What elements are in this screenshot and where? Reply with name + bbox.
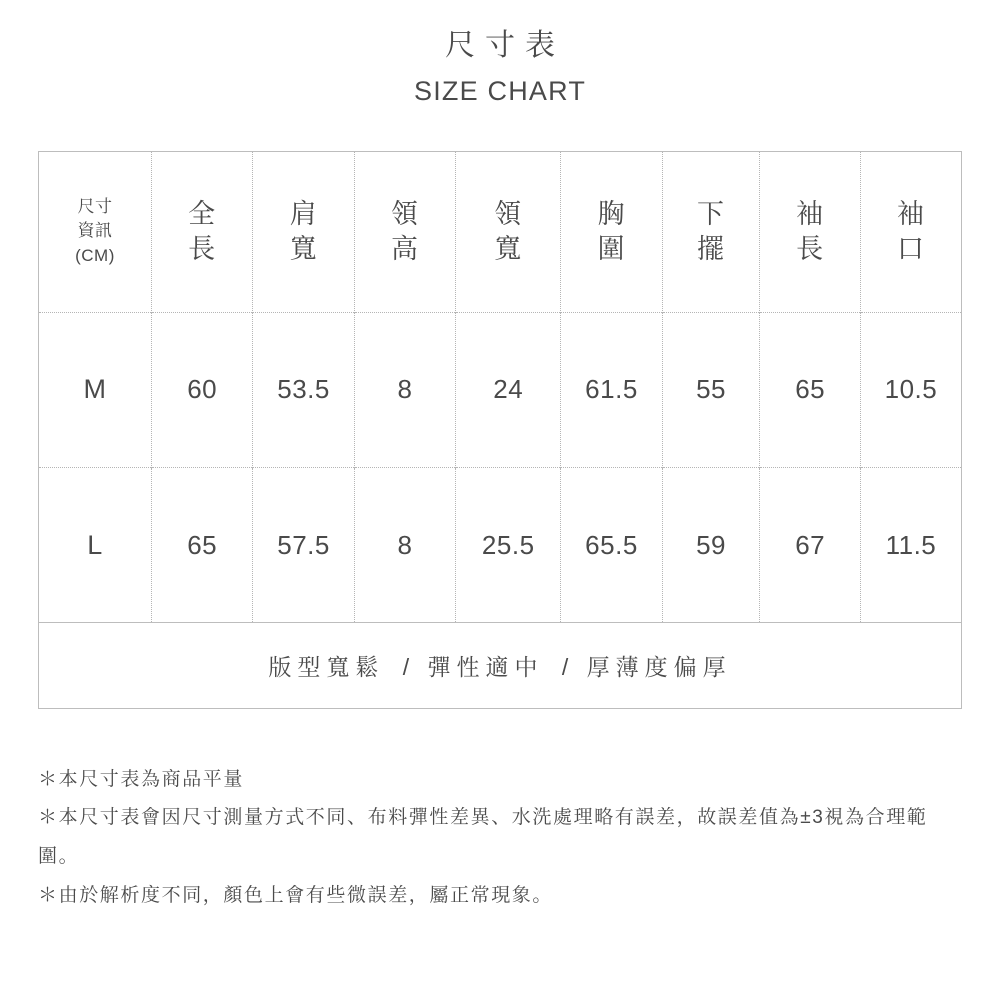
header-cell-sleeve-length [760, 152, 860, 312]
row-size-label: M [39, 313, 151, 468]
header-col-3-line2: 寬 [494, 233, 523, 264]
header-col-3-line1: 領 [494, 199, 523, 230]
summary-elasticity: 彈性適中 [427, 653, 544, 680]
header-col-4-line1: 胸 [597, 199, 626, 230]
cell-m-sleeve-length: 65 [760, 313, 860, 468]
page-header [0, 0, 1000, 111]
summary-thickness: 厚薄度偏厚 [586, 653, 732, 680]
summary-cell [39, 623, 961, 708]
header-cell-corner [39, 152, 151, 312]
header-col-6-line2: 長 [796, 233, 825, 264]
header-col-5-line2: 擺 [697, 233, 726, 264]
cell-m-cuff: 10.5 [884, 374, 938, 405]
header-col-0-line1: 全 [188, 199, 217, 230]
header-cell-collar-height [354, 152, 455, 312]
size-chart-table-wrapper [38, 151, 962, 709]
header-col-5-line1: 下 [697, 199, 726, 230]
cell-l-total-length: 65 [151, 468, 252, 623]
footnote-1: ＊本尺寸表為商品平量 [38, 768, 245, 790]
size-chart-table [39, 152, 961, 708]
header-col-2-line1: 領 [390, 199, 419, 230]
header-col-4-line2: 圍 [597, 233, 626, 264]
cell-l-collar-height: 8 [354, 468, 455, 623]
row-size-label: L [39, 468, 151, 623]
footnote-3: ＊由於解析度不同，顏色上會有些微誤差，屬正常現象。 [38, 885, 554, 907]
header-cell-shoulder-width [253, 152, 354, 312]
corner-line-3: (CM) [75, 246, 115, 266]
cell-l-hem: 59 [662, 468, 760, 623]
header-col-1-line2: 寬 [289, 233, 318, 264]
header-cell-total-length [151, 152, 252, 312]
table-row [39, 468, 961, 623]
summary-separator-2: / [561, 653, 569, 680]
header-col-2-line2: 高 [390, 233, 419, 264]
header-cell-hem [662, 152, 760, 312]
cell-l-cuff: 11.5 [860, 468, 961, 623]
cell-l-collar-width: 25.5 [456, 468, 561, 623]
header-col-7-line1: 袖 [896, 199, 925, 230]
cell-m-collar-height: 8 [354, 313, 455, 468]
cell-m-shoulder-width: 53.5 [253, 313, 354, 468]
cell-l-shoulder-width: 57.5 [253, 468, 354, 623]
footnotes [38, 761, 962, 917]
table-summary-row [39, 623, 961, 708]
cell-l-chest: 65.5 [561, 468, 662, 623]
page-title-en: SIZE CHART [413, 75, 587, 106]
header-cell-collar-width [456, 152, 561, 312]
table-row [39, 313, 961, 468]
corner-line-1: 尺寸 [77, 196, 113, 216]
cell-l-sleeve-length: 67 [760, 468, 860, 623]
page-title-cn: 尺寸表 [445, 29, 565, 62]
header-cell-cuff [860, 152, 961, 312]
cell-m-collar-width: 24 [456, 313, 561, 468]
cell-m-chest: 61.5 [561, 313, 662, 468]
cell-m-total-length: 60 [151, 313, 252, 468]
corner-line-2: 資訊 [77, 221, 113, 241]
header-col-6-line1: 袖 [796, 199, 825, 230]
summary-fit: 版型寬鬆 [268, 653, 385, 680]
header-col-0-line2: 長 [188, 233, 217, 264]
footnote-2: ＊本尺寸表會因尺寸測量方式不同、布料彈性差異、水洗處理略有誤差，故誤差值為±3視為合理範圍。 [38, 807, 928, 868]
header-col-1-line1: 肩 [289, 199, 318, 230]
summary-separator-1: / [402, 653, 410, 680]
cell-m-hem: 55 [662, 313, 760, 468]
table-header-row [39, 152, 961, 312]
header-cell-chest [561, 152, 662, 312]
header-col-7-line2: 口 [896, 233, 925, 264]
